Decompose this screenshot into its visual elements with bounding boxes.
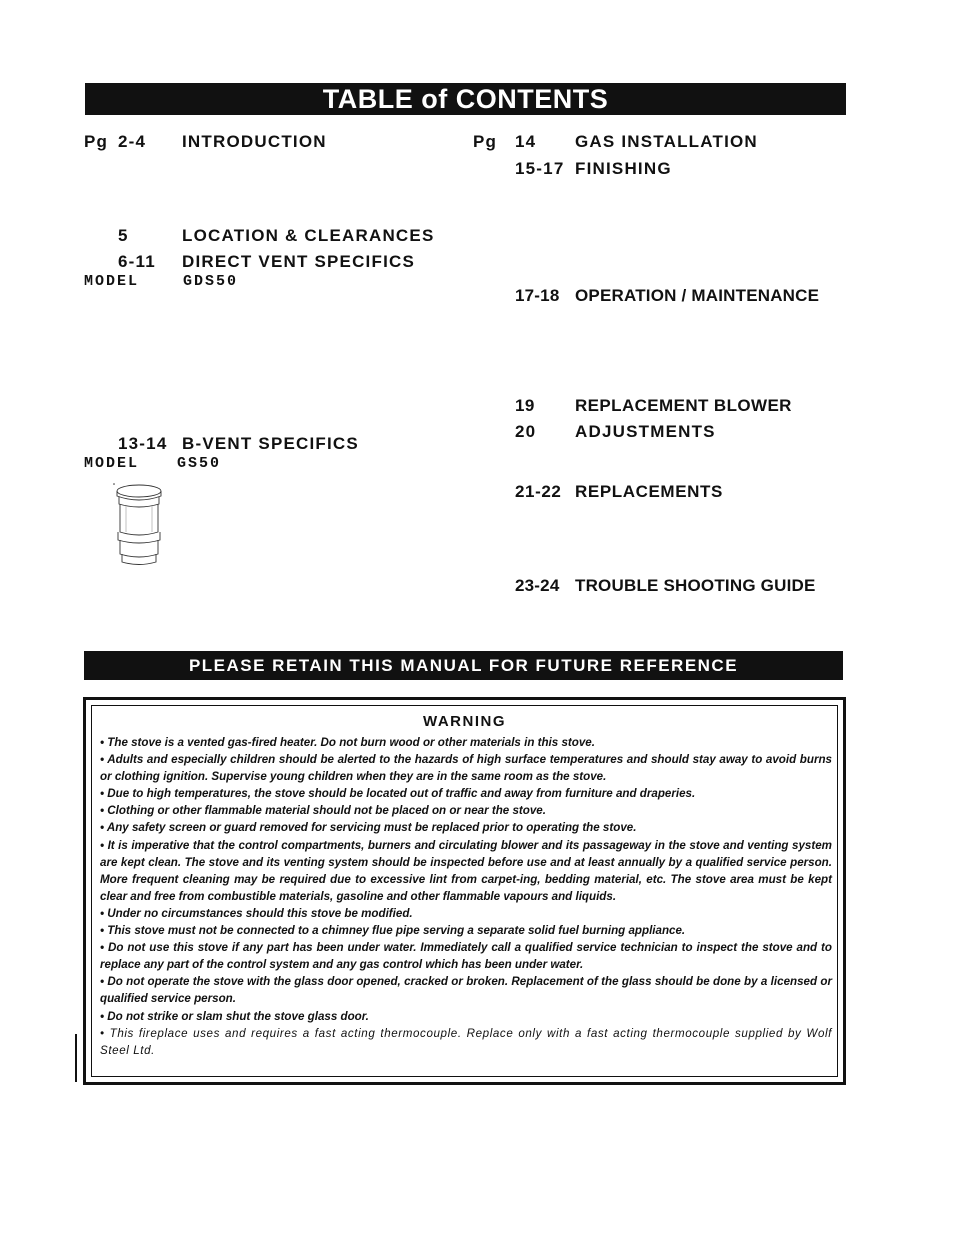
retain-manual-notice: PLEASE RETAIN THIS MANUAL FOR FUTURE REFERENCE [84,651,843,680]
stove-vent-illustration-icon [108,482,170,570]
toc-page-number: 19 [515,396,535,415]
model-gs50 [84,455,221,473]
warning-item: • Under no circumstances should this stove be modified. [100,906,413,920]
model-value: GDS50 [183,273,239,290]
warning-item: • This stove must not be connected to a chimney flue pipe serving a separate solid fuel burning appliance. [100,924,686,938]
toc-entry-operation-maintenance[interactable]: OPERATION / MAINTENANCE [575,286,820,305]
page-title: TABLE of CONTENTS [85,83,846,115]
toc-page-number: 5 [118,226,129,245]
warning-item: • Do not strike or slam shut the stove glass door. [100,1009,369,1023]
toc-page-number: 23-24 [515,576,560,595]
warning-box [83,697,846,1085]
warning-item: • Do not operate the stove with the glass door opened, cracked or broken. Replacement of the glass should be done by a licensed or qualified service person. [100,975,832,1006]
toc-entry-replacement-blower[interactable]: REPLACEMENT BLOWER [575,396,792,415]
toc-entry-introduction[interactable]: INTRODUCTION [182,132,327,151]
warning-item: • Clothing or other flammable material should not be placed on or near the stove. [100,804,546,818]
warning-box-inner [91,705,838,1077]
toc-page-number: 17-18 [515,286,560,305]
toc-entry-b-vent-specifics[interactable]: B-VENT SPECIFICS [182,434,359,453]
toc-page-number: 20 [515,422,537,441]
toc-entry-trouble-shooting-guide[interactable]: TROUBLE SHOOTING GUIDE [575,576,816,595]
toc-entry-direct-vent-specifics[interactable]: DIRECT VENT SPECIFICS [182,252,416,271]
warning-item: • Due to high temperatures, the stove should be located out of traffic and away from furniture and draperies. [100,787,696,801]
toc-entry-location-clearances[interactable]: LOCATION & CLEARANCES [182,226,435,245]
warning-item: • It is imperative that the control compartments, burners and circulating blower and its passageway in the stove and venting system are kept clean. The stove and its venting system should be inspected before use and at least annually by a qualified service person. More frequent cleaning may be required due to excessive lint from carpet-ing, bedding material, etc. The stove area must be kept clear and free from combustible materials, gasoline and other flammable vapours and liquids. [100,838,832,903]
toc-page-number: 13-14 [118,434,168,453]
toc-entry-adjustments[interactable]: ADJUSTMENTS [575,422,716,441]
toc-entry-finishing[interactable]: FINISHING [575,159,672,178]
warning-list [100,734,832,1059]
toc-page-number: 21-22 [515,482,562,501]
model-value: GS50 [177,455,222,472]
model-label: MODEL [84,455,140,472]
margin-rule [75,1034,77,1082]
warning-item: • Any safety screen or guard removed for servicing must be replaced prior to operating the stove. [100,821,637,835]
warning-item: • Adults and especially children should be alerted to the hazards of high surface temperatures and should stay away to avoid burns or clothing ignition. Supervise young children when they are in the same room as the stove. [100,753,832,784]
warning-item: • The stove is a vented gas-fired heater. Do not burn wood or other materials in this stove. [100,736,595,749]
toc-page-number: 15-17 [515,159,565,178]
toc-page-number: 6-11 [118,252,156,271]
model-gds50 [84,273,238,291]
warning-item: • This fireplace uses and requires a fast acting thermocouple. Replace only with a fast acting thermocouple supplied by Wolf Steel Ltd. [100,1026,832,1057]
toc-entry-replacements[interactable]: REPLACEMENTS [575,482,723,501]
toc-entry-gas-installation[interactable]: GAS INSTALLATION [575,132,758,151]
warning-item: • Do not use this stove if any part has been under water. Immediately call a qualified service technician to inspect the stove and to replace any part of the control system and any gas control which has been under water. [100,941,832,972]
toc-page-number: 2-4 [118,132,147,151]
toc-pg-label: Pg [84,132,109,151]
toc-pg-label: Pg [473,132,498,151]
model-label: MODEL [84,273,140,290]
warning-heading: WARNING [423,713,506,730]
toc-page-number: 14 [515,132,537,151]
